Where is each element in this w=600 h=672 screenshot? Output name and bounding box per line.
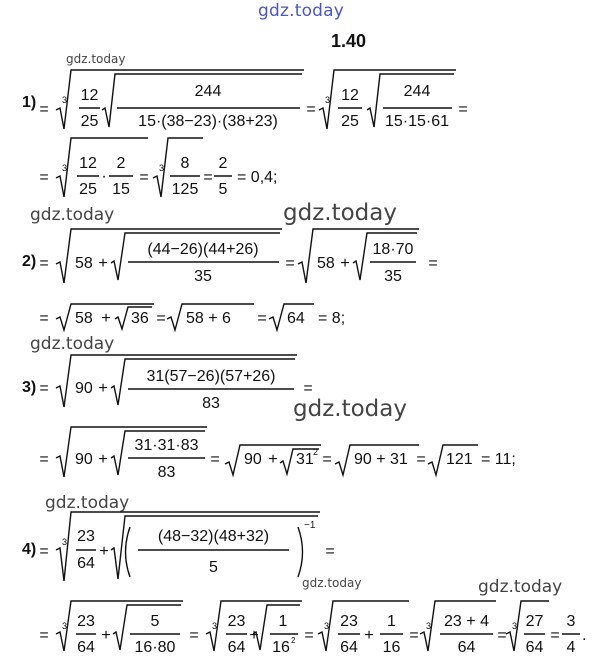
item-label-2: 2) [22,253,37,270]
item-label-1: 1) [22,94,37,111]
frac-den: 15 [112,181,130,198]
root-index: 3 [62,621,68,631]
frac-num: 12 [341,87,359,104]
equals-sign: = [306,101,316,118]
frac-den: 25 [341,113,359,130]
equals-sign: = [322,451,332,468]
plus-sign: + [98,255,108,272]
root-index: 3 [62,163,68,173]
watermark: gdz.today [283,200,397,226]
root-index: 3 [212,621,218,631]
frac-num: 23 [227,613,246,630]
equals-sign: = [304,627,314,644]
frac-num: 244 [403,83,431,100]
plus-sign: + [101,310,111,327]
frac-den: 5 [218,181,228,198]
equals-sign: = [550,627,560,644]
equals-sign: = [39,101,49,118]
watermark-top: gdz.today [258,1,345,21]
plus-sign: + [268,451,278,468]
frac-den: 64 [340,639,358,656]
exponent: −1 [304,520,316,531]
equals-sign: = [409,627,419,644]
equals-sign: = [39,310,49,327]
root-index: 3 [62,95,68,105]
result-4: . [582,627,587,644]
frac-num: 23 [77,528,95,545]
equals-sign: = [39,543,49,560]
equals-sign: = [257,310,267,327]
frac-den: 64 [77,555,95,572]
frac-den: 83 [157,464,176,481]
frac-num: (44−26)(44+26) [147,241,259,258]
equals-sign: = [325,543,335,560]
term: 64 [287,310,305,327]
frac-den: 16 [382,639,401,656]
frac-num: 23 + 4 [444,613,489,630]
dot-operator: · [101,168,107,185]
frac-num: 1 [387,613,396,630]
term: 58 [317,255,335,272]
frac-num: 3 [566,613,576,630]
watermark: gdz.today [302,576,362,590]
exponent: 2 [291,636,296,645]
equals-sign: = [139,169,149,186]
watermark: gdz.today [478,577,563,597]
equals-sign: = [39,627,49,644]
frac-den: 16 [272,639,290,656]
frac-den: 83 [202,395,220,412]
plus-sign: + [99,543,109,560]
frac-num: 23 [340,613,358,630]
term: 31 [296,451,314,468]
equals-sign: = [428,255,438,272]
equals-sign: = [285,255,295,272]
equals-sign: = [156,310,166,327]
equals-sign: = [39,380,49,397]
term: 58 [75,310,93,327]
plus-sign: + [249,627,259,644]
term: 90 [244,451,262,468]
frac-den: 25 [79,181,97,198]
term: 121 [446,451,473,468]
frac-num: 12 [80,87,99,104]
frac-num: 12 [79,155,97,172]
equals-sign: = [39,451,49,468]
equals-sign: = [189,627,199,644]
frac-den: 25 [80,113,99,130]
exercise-number: 1.40 [331,31,367,51]
frac-den: 4 [566,639,576,656]
root-index: 3 [512,621,518,631]
frac-num: 31·31·83 [134,437,199,454]
equals-sign: = [210,451,220,468]
frac-den: 35 [384,268,402,285]
term: 58 + 6 [186,310,231,327]
term: 90 [75,380,93,397]
plus-sign: + [98,451,108,468]
equals-sign: = [203,169,213,186]
frac-den: 5 [209,559,218,576]
frac-num: 8 [180,155,190,172]
watermark: gdz.today [66,52,126,66]
result-2: = 8; [318,310,346,327]
frac-num: (48−32)(48+32) [157,528,270,545]
plus-sign: + [101,627,111,644]
frac-den: 15·(38−23)·(38+23) [138,113,278,130]
result-3: = 11; [481,451,516,468]
plus-sign: + [98,380,108,397]
frac-den: 64 [77,639,95,656]
frac-num: 244 [194,83,222,100]
equals-sign: = [416,451,426,468]
equals-sign: = [303,380,313,397]
frac-num: 1 [278,613,288,630]
radical-signs [56,70,549,651]
equals-sign: = [39,255,49,272]
watermark: gdz.today [30,205,115,225]
term: 90 + 31 [354,451,408,468]
frac-den: 64 [457,639,476,656]
frac-den: 15·15·61 [384,113,450,130]
frac-num: 23 [77,613,95,630]
frac-den: 16·80 [134,639,176,656]
term: 90 [75,451,93,468]
root-index: 3 [426,621,432,631]
plus-sign: + [364,627,374,644]
frac-den: 125 [171,181,199,198]
frac-num: 5 [150,613,160,630]
frac-num: 18·70 [372,241,414,258]
watermark: gdz.today [45,493,130,513]
equals-sign: = [39,169,49,186]
equals-sign: = [458,101,468,118]
plus-sign: + [340,255,350,272]
result-1: = 0,4; [237,169,278,186]
equals-sign: = [497,627,507,644]
frac-num: 31(57−26)(57+26) [146,368,276,385]
frac-num: 2 [218,155,228,172]
frac-den: 64 [227,639,246,656]
frac-den: 64 [525,639,544,656]
frac-den: 35 [194,268,212,285]
term: 58 [75,255,93,272]
root-index: 3 [324,621,330,631]
root-index: 3 [325,95,331,105]
item-label-3: 3) [22,379,37,396]
root-index: 3 [62,537,68,547]
exponent: 2 [313,447,319,457]
frac-num: 27 [525,613,544,630]
watermark: gdz.today [30,334,115,354]
watermark: gdz.today [293,396,407,422]
frac-num: 2 [116,155,126,172]
root-index: 3 [159,163,165,173]
term: 36 [131,310,149,327]
item-label-4: 4) [22,541,37,558]
